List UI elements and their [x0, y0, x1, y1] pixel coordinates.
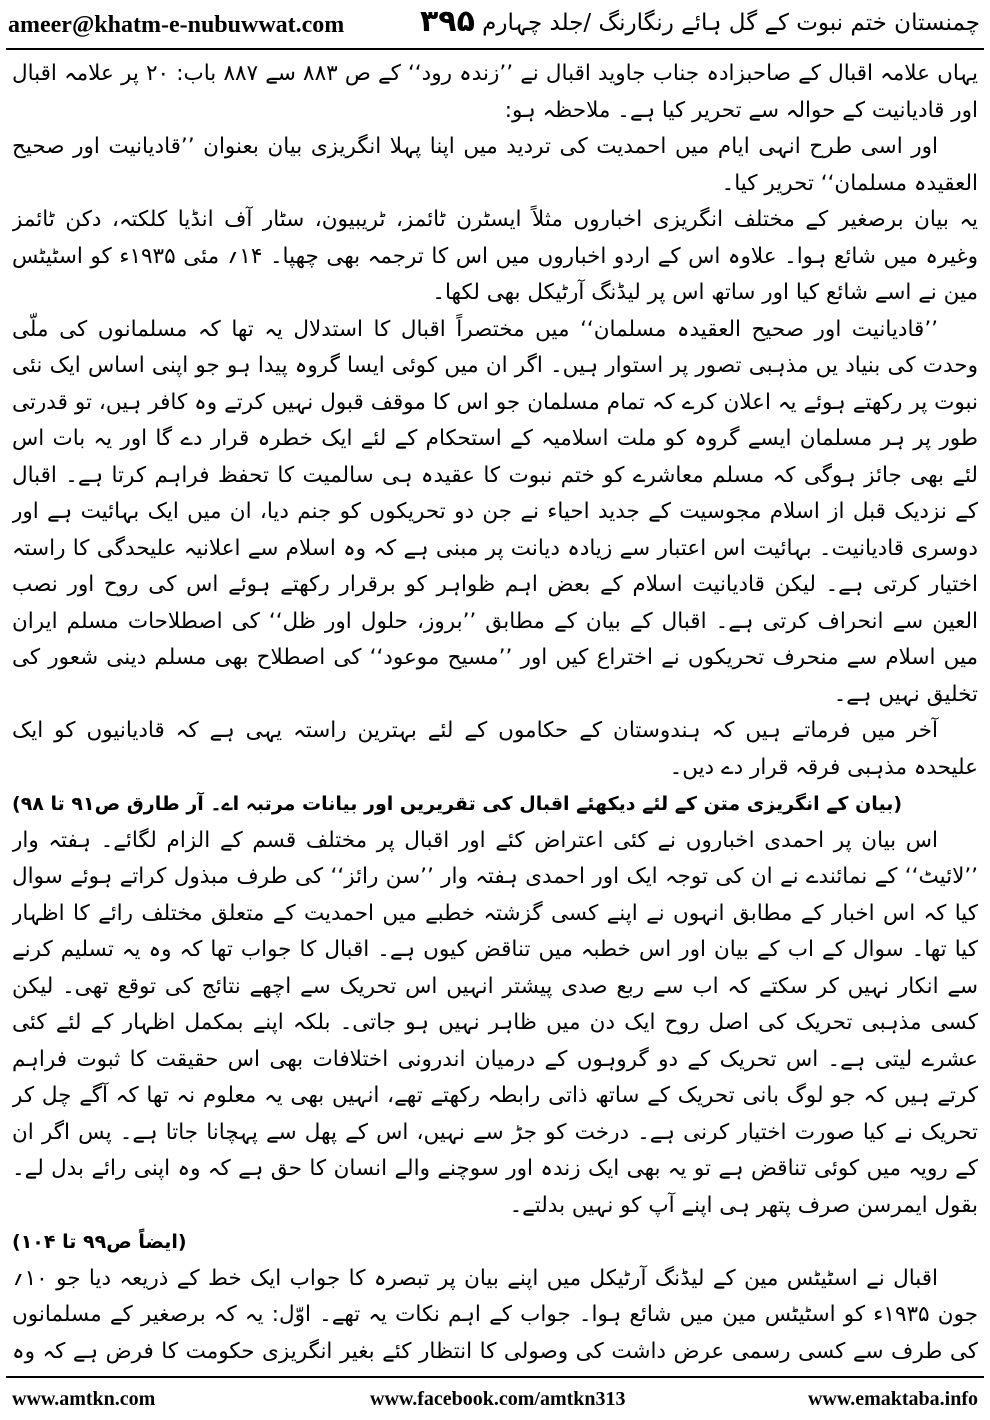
header-divider: [6, 48, 984, 50]
reference-text: (ایضاً ص۹۹ تا ۱۰۴): [12, 1231, 187, 1253]
page-footer: [0, 1376, 990, 1420]
footer-link-amtkn[interactable]: www.amtkn.com: [12, 1388, 156, 1410]
paragraph-objections: اس بیان پر احمدی اخباروں نے کئی اعتراض کئے اور اقبال پر مختلف قسم کے الزام لگائے۔ ہفتہ وار ’’لائیٹ‘‘ کے نمائندے نے ان کی توجہ ایک اور احمدی ہفتہ وار ’’سن رائز‘‘ کی طرف مبذول کراتے ہوئے سوال کیا کہ اس اخبار کے مطابق انہوں نے اپنے کسی گزشتہ خطبے میں احمدیت کے متعلق مختلف رائے کا اظہار کیا تھا۔ سوال کے اب کے بیان اور اس خطبہ میں تناقض کیوں ہے۔ اقبال کا جواب تھا کہ وہ یہ تسلیم کرنے سے انکار نہیں کر سکتے کہ اب سے ربع صدی پیشتر انہیں اس تحریک سے اچھے نتائج کی توقع تھی۔ لیکن کسی مذہبی تحریک کی اصل روح ایک دن میں ظاہر نہیں ہو جاتی۔ بلکہ اپنے بمکمل اظہار کے لئے کئی عشرے لیتی ہے۔ اس تحریک کے دو گروہوں کے درمیان اندرونی اختلافات بھی اس حقیقت کا ثبوت فراہم کرتے ہیں کہ جو لوگ بانی تحریک کے ساتھ ذاتی رابطہ رکھتے تھے، انہیں بھی یہ معلوم نہ تھا کہ آگے چل کر تحریک نے کیا صورت اختیار کرنی ہے۔ درخت کو جڑ سے نہیں، اس کے پھل سے پہچانا جاتا ہے۔ پس اگر ان کے رویہ میں کوئی تناقض ہے تو یہ بھی ایک زندہ اور سوچنے والے انسان کا حق ہے کہ وہ اپنی رائے بدل لے۔ بقول ایمرسن صرف پتھر ہی اپنے آپ کو نہیں بدلتے۔: [12, 827, 978, 1218]
reference-note: [12, 1224, 978, 1261]
footer-link-facebook[interactable]: www.facebook.com/amtkn313: [370, 1388, 626, 1410]
paragraph-publication: یہ بیان برصغیر کے مختلف انگریزی اخباروں مثلاً ایسٹرن ٹائمز، ٹریبیون، سٹار آف انڈیا کلکتہ، دکن ٹائمز وغیرہ میں شائع ہوا۔ علاوہ اس کے اردو اخباروں میں اس کا ترجمہ بھی چھپا۔ ۱۴؍ مئی ۱۹۳۵ء کو اسٹیٹس مین نے اسے شائع کیا اور ساتھ اس پر لیڈنگ آرٹیکل بھی لکھا۔: [12, 207, 978, 305]
page-body: [12, 56, 978, 1376]
footer-link-emaktaba[interactable]: www.emaktaba.info: [807, 1388, 978, 1410]
paragraph-letter: اقبال نے اسٹیٹس مین کے لیڈنگ آرٹیکل میں اپنے بیان پر تبصرہ کا جواب ایک خط کے ذریعہ دیا جو ۱۰؍ جون ۱۹۳۵ء کو اسٹیٹس مین میں شائع ہوا۔ جواب کے اہم نکات یہ تھے۔ اوّل: یہ کہ برصغیر کے مسلمانوں کی طرف سے کسی رسمی عرض داشت کی وصولی کا انتظار کئے بغیر انگریزی حکومت کا فرض ہے کہ وہ: [12, 1265, 978, 1364]
footer-divider: [6, 1376, 984, 1378]
header-email: ameer@khatm-e-nubuwwat.com: [8, 12, 345, 38]
reference-note: [12, 786, 978, 823]
book-title: چمنستان ختم نبوت کے گل ہائے رنگارنگ /جلد چہارم: [482, 10, 980, 36]
paragraph-statement: اور اسی طرح انہی ایام میں احمدیت کی تردید میں اپنا پہلا انگریزی بیان بعنوان ’’قادیانیت اور صحیح العقیدہ مسلمان‘‘ تحریر کیا۔: [12, 134, 978, 196]
reference-text: (بیان کے انگریزی متن کے لئے دیکھئے اقبال کی تقریریں اور بیانات مرتبہ اے۔ آر طارق ص۹۱ تا ۹۸): [12, 793, 903, 815]
page-number: ۳۹۵: [420, 4, 475, 39]
paragraph-intro: یہاں علامہ اقبال کے صاحبزادہ جناب جاوید اقبال نے ’’زندہ رود‘‘ کے ص ۸۸۳ سے ۸۸۷ باب: ۲۰ پر علامہ اقبال اور قادیانیت کے حوالہ سے تحریر کیا ہے۔ ملاحظہ ہو:: [12, 61, 978, 123]
paragraph-conclusion: آخر میں فرماتے ہیں کہ ہندوستان کے حکاموں کے لئے بہترین راستہ یہی ہے کہ قادیانیوں کو ایک علیحدہ مذہبی فرقہ قرار دے دیں۔: [12, 718, 978, 780]
paragraph-argument: ’’قادیانیت اور صحیح العقیدہ مسلمان‘‘ میں مختصراً اقبال کا استدلال یہ تھا کہ مسلمانوں کی ملّی وحدت کی بنیاد یں مذہبی تصور پر استوار ہیں۔ اگر ان میں کوئی ایسا گروہ پیدا ہو جو اپنی اساس ایک نئی نبوت پر رکھتے ہوئے یہ اعلان کرے کہ تمام مسلمان جو اس کا موقف قبول نہیں کرتے وہ کافر ہیں، تو قدرتی طور پر ہر مسلمان ایسے گروہ کو ملت اسلامیہ کے استحکام کے لئے ایک خطرہ قرار دے گا اور یہ بات اس لئے بھی جائز ہوگی کہ مسلم معاشرے کو ختم نبوت کا عقیدہ ہی سالمیت کا تحفظ فراہم کرتا ہے۔ اقبال کے نزدیک قبل از اسلام مجوسیت کے جدید احیاء نے جن دو تحریکوں کو جنم دیا، ان میں ایک بہائیت ہے اور دوسری قادیانیت۔ بہائیت اس اعتبار سے زیادہ دیانت پر مبنی ہے کہ وہ اسلام سے اعلانیہ علیحدگی کا راستہ اختیار کرتی ہے۔ لیکن قادیانیت اسلام کے بعض اہم ظواہر کو برقرار رکھتے ہوئے اس کی روح اور نصب العین سے انحراف کرتی ہے۔ اقبال کے بیان کے مطابق ’’بروز، حلول اور ظل‘‘ کی اصطلاحات مسلم ایران میں اسلام سے منحرف تحریکوں نے اختراع کیں اور ’’مسیح موعود‘‘ کی اصطلاح بھی مسلم دینی شعور کی تخلیق نہیں ہے۔: [12, 316, 978, 707]
page-header: [0, 0, 990, 50]
